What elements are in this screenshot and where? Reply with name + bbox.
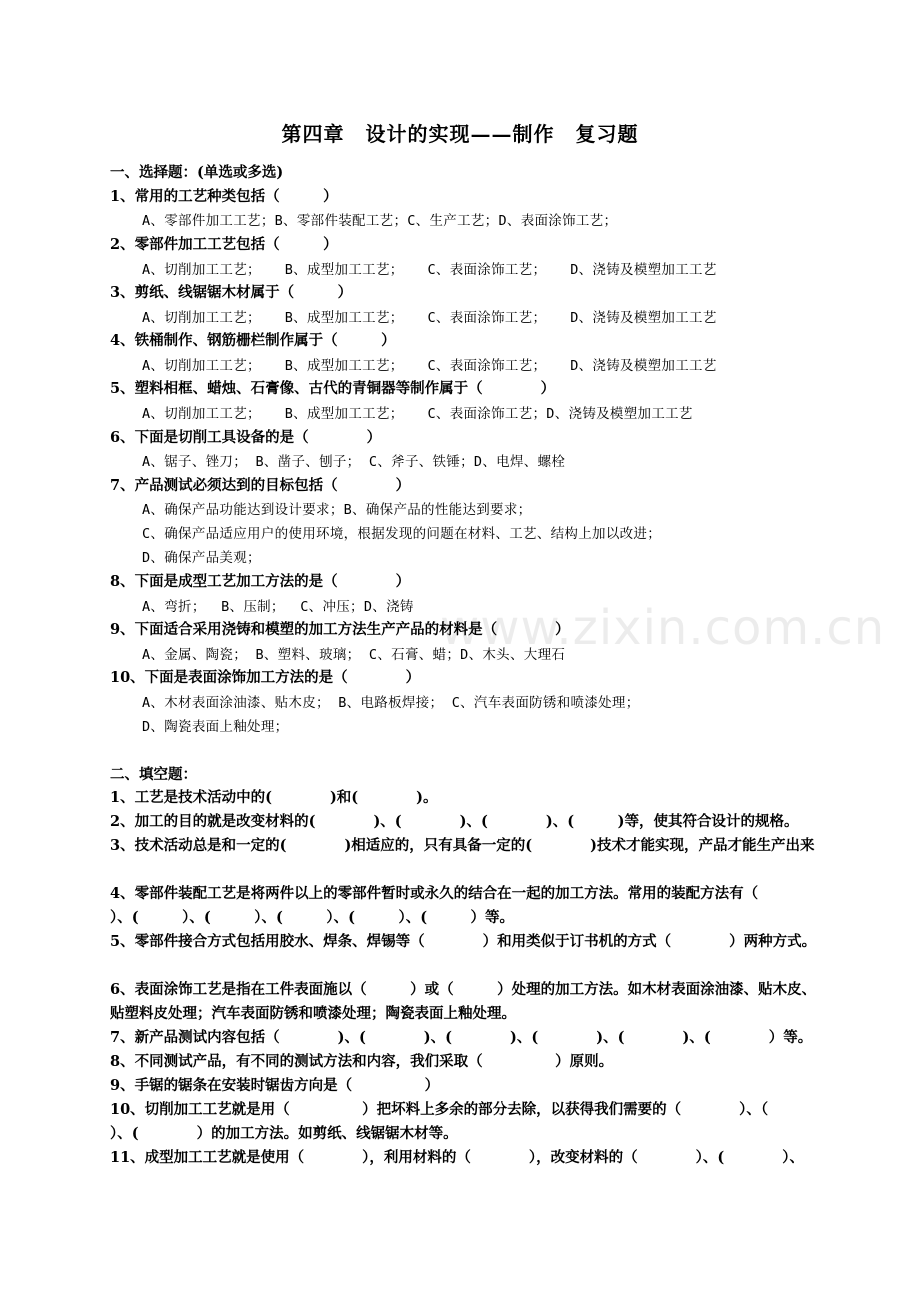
choice-question-4: 4、铁桶制作、钢筋栅栏制作属于（ ）	[110, 332, 396, 349]
choice-options-10b: D、陶瓷表面上釉处理；	[142, 719, 289, 735]
choice-options-1: A、零部件加工工艺；B、零部件装配工艺；C、生产工艺；D、表面涂饰工艺；	[142, 213, 618, 229]
fill-item-5: 5、零部件接合方式包括用胶水、焊条、焊锡等（ ）和用类似于订书机的方式（ ）两种方式。	[110, 933, 817, 950]
choice-options-7c: D、确保产品美观；	[142, 550, 261, 566]
page-title: 第四章 设计的实现——制作 复习题	[281, 122, 639, 146]
choice-options-8: A、弯折； B、压制； C、冲压；D、浇铸	[142, 599, 414, 615]
choice-options-9: A、金属、陶瓷； B、塑料、玻璃； C、石膏、蜡；D、木头、大理石	[142, 647, 566, 663]
choice-question-10: 10、下面是表面涂饰加工方法的是（ ）	[110, 669, 421, 686]
fill-item-2: 2、加工的目的就是改变材料的( )、( )、( )、( )等，使其符合设计的规格。	[110, 813, 799, 830]
choice-options-6: A、锯子、锉刀； B、凿子、刨子； C、斧子、铁锤；D、电焊、螺栓	[142, 454, 566, 470]
choice-options-10a: A、木材表面涂油漆、贴木皮； B、电路板焊接； C、汽车表面防锈和喷漆处理；	[142, 695, 640, 711]
section-fill-heading: 二、填空题：	[110, 766, 197, 783]
choice-question-9: 9、下面适合采用浇铸和模塑的加工方法生产产品的材料是（ ）	[110, 621, 570, 638]
fill-item-7: 7、新产品测试内容包括（ )、( )、( )、( )、( )、( ）等。	[110, 1029, 813, 1046]
choice-options-7b: C、确保产品适应用户的使用环境，根据发现的问题在材料、工艺、结构上加以改进；	[142, 526, 662, 542]
choice-options-3: A、切削加工工艺； B、成型加工工艺； C、表面涂饰工艺； D、浇铸及模塑加工工艺	[142, 310, 717, 326]
fill-item-9: 9、手锯的锯条在安装时锯齿方向是（ ）	[110, 1077, 440, 1094]
section-choice-heading: 一、选择题：(单选或多选)	[110, 164, 284, 181]
fill-item-6: 6、表面涂饰工艺是指在工件表面施以（ ）或（ ）处理的加工方法。如木材表面涂油漆、贴木皮、贴塑料皮处理；汽车表面防锈和喷漆处理；陶瓷表面上釉处理。	[110, 981, 817, 1022]
choice-question-3: 3、剪纸、线锯锯木材属于（ ）	[110, 284, 353, 301]
choice-question-1: 1、常用的工艺种类包括（ ）	[110, 188, 338, 205]
choice-options-2: A、切削加工工艺； B、成型加工工艺； C、表面涂饰工艺； D、浇铸及模塑加工工艺	[142, 262, 717, 278]
fill-item-1: 1、工艺是技术活动中的( )和( )。	[110, 789, 438, 806]
choice-question-8: 8、下面是成型工艺加工方法的是（ ）	[110, 573, 411, 590]
fill-item-11: 11、成型加工工艺就是使用（ ），利用材料的（ ），改变材料的（ ）、( ）、	[110, 1149, 805, 1166]
choice-question-6: 6、下面是切削工具设备的是（ ）	[110, 429, 382, 446]
choice-question-2: 2、零部件加工工艺包括（ ）	[110, 236, 338, 253]
fill-item-3: 3、技术活动总是和一定的( )相适应的，只有具备一定的( )技术才能实现，产品才能生产出来	[110, 837, 815, 854]
choice-options-5: A、切削加工工艺； B、成型加工工艺； C、表面涂饰工艺；D、浇铸及模塑加工工艺	[142, 406, 693, 422]
fill-item-4: 4、零部件装配工艺是将两件以上的零部件暂时或永久的结合在一起的加工方法。常用的装配方法有（ ）、( ）、( ）、( ）、( ）、( ）等。	[110, 885, 802, 926]
fill-item-8: 8、不同测试产品，有不同的测试方法和内容，我们采取（ ）原则。	[110, 1053, 614, 1070]
choice-options-4: A、切削加工工艺； B、成型加工工艺； C、表面涂饰工艺； D、浇铸及模塑加工工艺	[142, 358, 717, 374]
choice-options-7a: A、确保产品功能达到设计要求；B、确保产品的性能达到要求；	[142, 502, 532, 518]
choice-question-7: 7、产品测试必须达到的目标包括（ ）	[110, 477, 411, 494]
choice-question-5: 5、塑料相框、蜡烛、石膏像、古代的青铜器等制作属于（ ）	[110, 380, 556, 397]
fill-item-10: 10、切削加工工艺就是用（ ）把坏料上多余的部分去除，以获得我们需要的（ ）、（ ）、( ）的加工方法。如剪纸、线锯锯木材等。	[110, 1101, 827, 1142]
watermark-logo: www.zixin.com.cn	[440, 600, 886, 656]
